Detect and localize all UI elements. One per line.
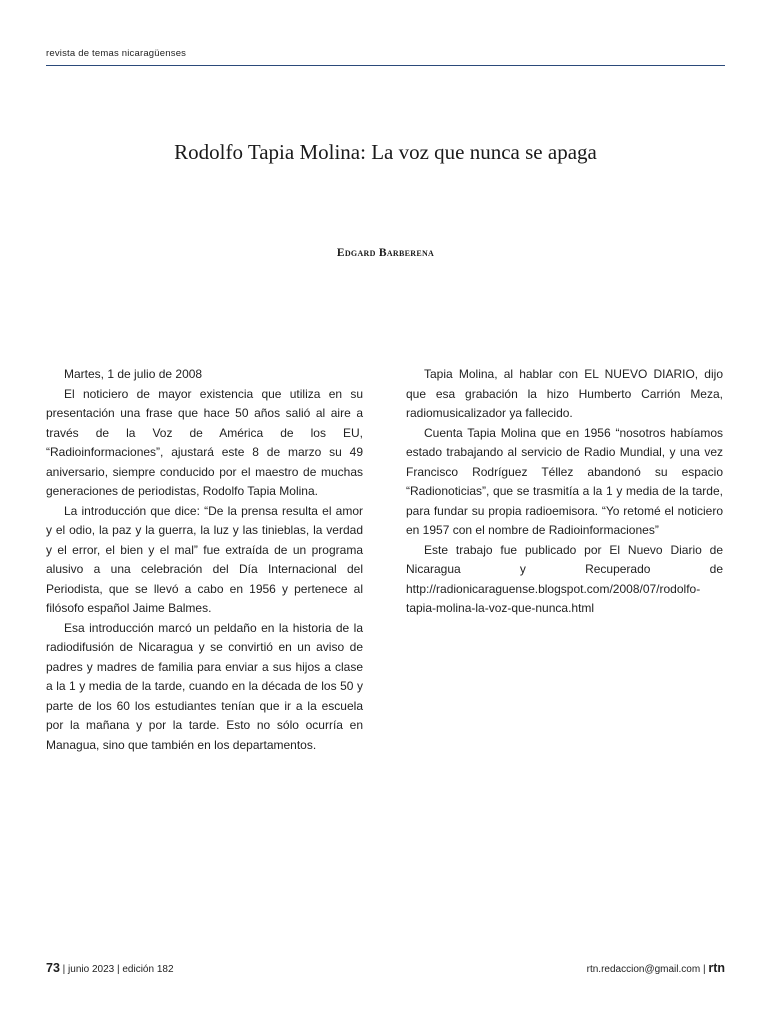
right-column bbox=[406, 365, 723, 619]
paragraph: La introducción que dice: “De la prensa resulta el amor y el odio, la paz y la guerra, la luz y las tinieblas, la verdad y el error, el bien y el mal” fue extraída de un programa alusivo a una celebración del Día Internacional del Periodista, que se llevó a cabo en 1956 y pertenece al filósofo español Jaime Balmes. bbox=[46, 503, 363, 615]
issue-info: | junio 2023 | edición 182 bbox=[59, 964, 174, 975]
contact-email: rtn.redaccion@gmail.com bbox=[586, 964, 701, 975]
paragraph: Esa introducción marcó un peldaño en la historia de la radiodifusión de Nicaragua y se convirtió en un aviso de padres y madres de familia para enviar a sus hijos a clase a la 1 y media de la tarde, cuando en la década de los 50 y parte de los 60 los estudiantes tenían que ir a la escuela por la mañana y por la tarde. Esto no sólo ocurría en Managua, sino que también en los departamentos. bbox=[46, 620, 363, 752]
article-author: Edgard Barberena bbox=[336, 247, 435, 259]
brand-name: rtn bbox=[708, 961, 725, 975]
header-divider bbox=[46, 65, 725, 66]
footer-issue bbox=[46, 961, 174, 975]
left-column bbox=[46, 365, 363, 755]
publication-header: revista de temas nicaragüenses bbox=[46, 48, 187, 59]
paragraph: El noticiero de mayor existencia que utiliza en su presentación una frase que hace 50 años salió al aire a través de la Voz de América de los EU, “Radioinformaciones”, ajustará este 8 de marzo su 49 aniversario, siempre conducido por el maestro de muchas generaciones de periodistas, Rodolfo Tapia Molina. bbox=[46, 386, 363, 498]
page-number: 73 bbox=[46, 961, 60, 975]
paragraph: Martes, 1 de julio de 2008 bbox=[64, 367, 203, 381]
article-title: Rodolfo Tapia Molina: La voz que nunca se apaga bbox=[174, 140, 597, 164]
paragraph: Tapia Molina, al hablar con EL NUEVO DIARIO, dijo que esa grabación la hizo Humberto Carrión Meza, radiomusicalizador ya fallecido. bbox=[406, 367, 723, 420]
footer-contact bbox=[587, 961, 725, 975]
paragraph: Este trabajo fue publicado por El Nuevo Diario de Nicaragua y Recuperado de http://radionicaraguense.blogspot.com/2008/07/rodolfo-tapia-molina-la-voz-que-nunca.html bbox=[406, 542, 723, 615]
footer-separator: | bbox=[700, 964, 709, 975]
paragraph: Cuenta Tapia Molina que en 1956 “nosotros habíamos estado trabajando al servicio de Radio Mundial, y una vez Francisco Rodríguez Téllez abandonó su espacio “Radionoticias”, que se trasmitía a la 1 y media de la tarde, para fundar su propia radioemisora. “Yo retomé el noticiero en 1957 con el nombre de Radioinformaciones” bbox=[406, 425, 723, 537]
